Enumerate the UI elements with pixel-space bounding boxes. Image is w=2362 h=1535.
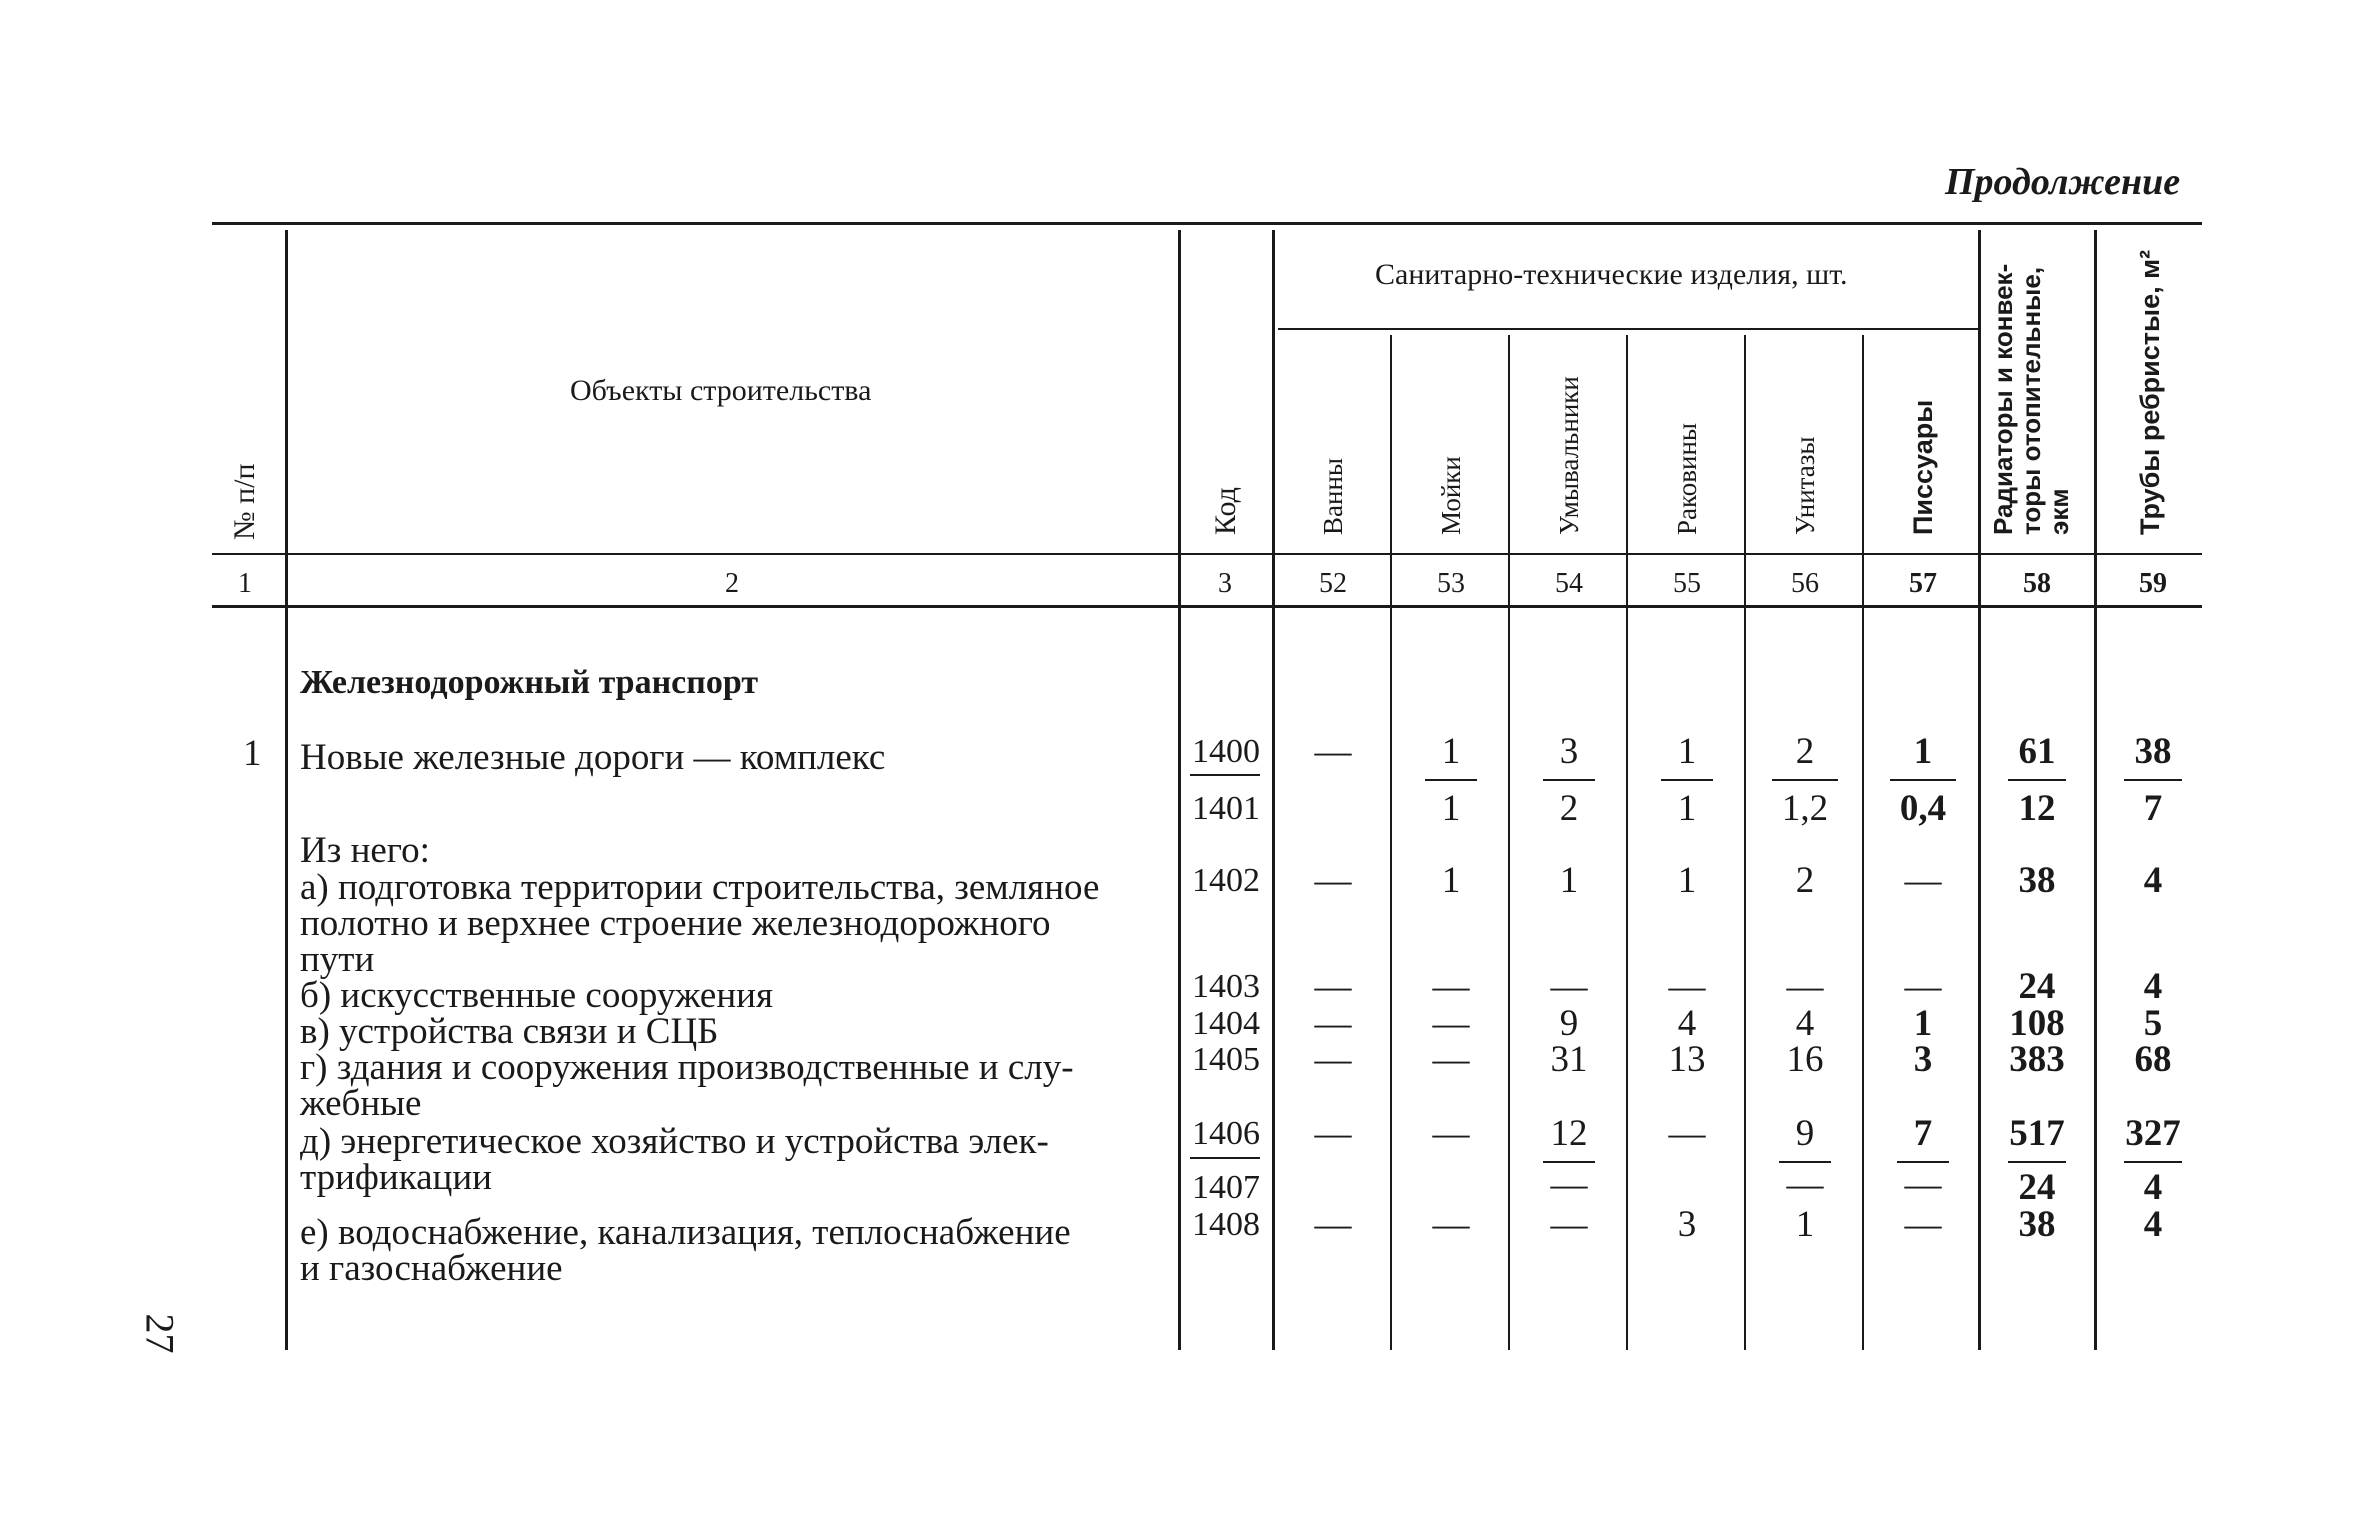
row-d-c56-bottom: — [1786, 1164, 1824, 1205]
row-d-c58-fraction-line [2008, 1161, 2066, 1163]
header-radiators-line3: экм [2044, 488, 2074, 535]
numbers-rule [212, 605, 2202, 608]
row1-c58-top: 61 [2018, 731, 2056, 772]
row-v-c52: — [1314, 1003, 1352, 1044]
row-d-c53: — [1432, 1113, 1470, 1154]
col-line-8 [1862, 335, 1864, 1350]
row-a-c55: 1 [1677, 860, 1697, 901]
row-e-c58: 38 [2018, 1204, 2056, 1245]
row-b-c52: — [1314, 966, 1352, 1007]
row-g-c57: 3 [1913, 1039, 1933, 1080]
row-d-c58-bottom: 24 [2018, 1167, 2056, 1208]
header-number-52: 52 [1319, 568, 1347, 599]
row-b-c56: — [1786, 966, 1824, 1007]
row-v-line1: в) устройства связи и СЦБ [300, 1011, 719, 1052]
row-b-c59: 4 [2143, 966, 2163, 1007]
row1-c54-bottom: 2 [1559, 788, 1579, 829]
col-line-4 [1390, 335, 1392, 1350]
row-d-c59-top: 327 [2125, 1113, 2181, 1154]
row1-c55-bottom: 1 [1677, 788, 1697, 829]
header-number-3: 3 [1218, 568, 1232, 599]
section-title: Железнодорожный транспорт [300, 664, 759, 701]
row-g-c58: 383 [2009, 1039, 2065, 1080]
row-e-c52: — [1314, 1204, 1352, 1245]
row-g-code: 1405 [1192, 1041, 1260, 1078]
row-v-c57: 1 [1913, 1003, 1933, 1044]
row-e-c54: — [1550, 1204, 1588, 1245]
row-d-c59-bottom: 4 [2143, 1167, 2163, 1208]
row-d-line1: д) энергетическое хозяйство и устройства элек- [300, 1121, 1049, 1162]
row-d-c57-top: 7 [1913, 1113, 1933, 1154]
row-v-c59: 5 [2143, 1003, 2163, 1044]
header-sinks: Мойки [1436, 456, 1466, 535]
row1-c52: — [1314, 731, 1352, 772]
row-b-line1: б) искусственные сооружения [300, 975, 773, 1016]
row-d-c57-bottom: — [1904, 1164, 1942, 1205]
row-d-code-top: 1406 [1192, 1115, 1260, 1152]
row-d-code-fraction-line [1190, 1157, 1260, 1159]
row-d-c56-fraction-line [1779, 1161, 1831, 1163]
header-number-2: 2 [725, 568, 739, 599]
header-urinals: Писсуары [1908, 399, 1938, 535]
col-line-1 [285, 230, 288, 1350]
row-d-c54-bottom: — [1550, 1164, 1588, 1205]
row-a-c52: — [1314, 860, 1352, 901]
row-v-c58: 108 [2009, 1003, 2065, 1044]
row1-c55-fraction-line [1661, 779, 1713, 781]
row-a-line2: полотно и верхнее строение железнодорожного [300, 903, 1051, 944]
row-g-c54: 31 [1550, 1039, 1588, 1080]
page-number: 27 [137, 1313, 183, 1354]
row-d-c54-top: 12 [1550, 1113, 1588, 1154]
row1-c56-fraction-line [1772, 779, 1838, 781]
row1-c57-fraction-line [1890, 779, 1956, 781]
row-b-code: 1403 [1192, 968, 1260, 1005]
header-number-53: 53 [1437, 568, 1465, 599]
col-line-6 [1626, 335, 1628, 1350]
row1-num: 1 [243, 733, 262, 774]
header-number-1: 1 [238, 568, 252, 599]
row-a-line1: а) подготовка территории строительства, земляное [300, 867, 1100, 908]
row1-c57-top: 1 [1913, 731, 1933, 772]
row-d-c55: — [1668, 1113, 1706, 1154]
row1-c57-bottom: 0,4 [1899, 788, 1947, 829]
row-a-c59: 4 [2143, 860, 2163, 901]
row-v-code: 1404 [1192, 1005, 1260, 1042]
row-e-line2: и газоснабжение [300, 1248, 563, 1289]
row1-code-top: 1400 [1192, 733, 1260, 770]
row-g-c55: 13 [1668, 1039, 1706, 1080]
row1-c54-fraction-line [1543, 779, 1595, 781]
row-a-c53: 1 [1441, 860, 1461, 901]
row1-c59-bottom: 7 [2143, 788, 2163, 829]
header-toilets: Унитазы [1790, 436, 1820, 535]
group-rule [1278, 328, 1978, 330]
row-a-code: 1402 [1192, 862, 1260, 899]
row-b-c53: — [1432, 966, 1470, 1007]
row-e-c56: 1 [1795, 1204, 1815, 1245]
header-code: Код [1209, 487, 1242, 535]
row-a-line3: пути [300, 939, 375, 980]
row-d-c56-top: 9 [1795, 1113, 1815, 1154]
row-b-c55: — [1668, 966, 1706, 1007]
header-number-59: 59 [2139, 568, 2167, 599]
col-line-3 [1272, 230, 1275, 1350]
row-b-c58: 24 [2018, 966, 2056, 1007]
row1-c58-fraction-line [2008, 779, 2066, 781]
row-a-c56: 2 [1795, 860, 1815, 901]
row-d-code-bottom: 1407 [1192, 1169, 1260, 1206]
top-rule [212, 222, 2202, 225]
row-v-c53: — [1432, 1003, 1470, 1044]
row1-code-bottom: 1401 [1192, 790, 1260, 827]
row-d-c52: — [1314, 1113, 1352, 1154]
row-g-line2: жебные [300, 1083, 422, 1124]
row-v-c55: 4 [1677, 1003, 1697, 1044]
row1-c58-bottom: 12 [2018, 788, 2056, 829]
row-a-c57: — [1904, 860, 1942, 901]
col-line-5 [1508, 335, 1510, 1350]
row-e-c57: — [1904, 1204, 1942, 1245]
row1-c56-bottom: 1,2 [1781, 788, 1829, 829]
header-radiators-line1: Радиаторы и конвек- [1988, 263, 2018, 535]
row1-code-fraction-line [1190, 774, 1260, 776]
col-line-10 [2094, 230, 2097, 1350]
row-g-c53: — [1432, 1039, 1470, 1080]
row-a-c54: 1 [1559, 860, 1579, 901]
row-e-line1: е) водоснабжение, канализация, теплоснабжение [300, 1212, 1071, 1253]
row-d-c54-fraction-line [1543, 1161, 1595, 1163]
row1-c56-top: 2 [1795, 731, 1815, 772]
col-line-7 [1744, 335, 1746, 1350]
col-line-9 [1978, 230, 1981, 1350]
header-baths: Ванны [1318, 457, 1348, 535]
row-e-c53: — [1432, 1204, 1470, 1245]
header-washbasins: Умывальники [1554, 376, 1584, 535]
continuation-label: Продолжение [1945, 161, 2181, 203]
row-d-line2: трификации [300, 1157, 492, 1198]
header-number-56: 56 [1791, 568, 1819, 599]
row-v-c56: 4 [1795, 1003, 1815, 1044]
header-num: № п/п [228, 463, 261, 540]
row1-c55-top: 1 [1677, 731, 1697, 772]
header-basins: Раковины [1672, 422, 1702, 535]
row1-name: Новые железные дороги — комплекс [300, 737, 886, 778]
row-a-c58: 38 [2018, 860, 2056, 901]
header-radiators-line2: торы отопительные, [2016, 266, 2046, 535]
row1-c53-top: 1 [1441, 731, 1461, 772]
row-g-c56: 16 [1786, 1039, 1824, 1080]
row-d-c58-top: 517 [2009, 1113, 2065, 1154]
header-number-58: 58 [2023, 568, 2051, 599]
row-g-c59: 68 [2134, 1039, 2172, 1080]
row-v-c54: 9 [1559, 1003, 1579, 1044]
row-g-line1: г) здания и сооружения производственные и слу- [300, 1047, 1074, 1088]
row-d-c57-fraction-line [1897, 1161, 1949, 1163]
row-b-c57: — [1904, 966, 1942, 1007]
row1-c59-top: 38 [2134, 731, 2172, 772]
row1-c59-fraction-line [2124, 779, 2182, 781]
row-b-c54: — [1550, 966, 1588, 1007]
header-objects: Объекты строительства [570, 374, 872, 407]
row-e-c55: 3 [1677, 1204, 1697, 1245]
header-number-55: 55 [1673, 568, 1701, 599]
header-sanitary-group: Санитарно-технические изделия, шт. [1375, 258, 1848, 291]
row-e-c59: 4 [2143, 1204, 2163, 1245]
row-e-code: 1408 [1192, 1206, 1260, 1243]
row-g-c52: — [1314, 1039, 1352, 1080]
row-d-c59-fraction-line [2124, 1161, 2182, 1163]
header-pipes: Трубы ребристые, м² [2135, 249, 2165, 535]
header-number-54: 54 [1555, 568, 1583, 599]
of-which-label: Из него: [300, 830, 430, 871]
header-rule [212, 553, 2202, 555]
header-number-57: 57 [1909, 568, 1937, 599]
row1-c53-bottom: 1 [1441, 788, 1461, 829]
row1-c54-top: 3 [1559, 731, 1579, 772]
row1-c53-fraction-line [1425, 779, 1477, 781]
